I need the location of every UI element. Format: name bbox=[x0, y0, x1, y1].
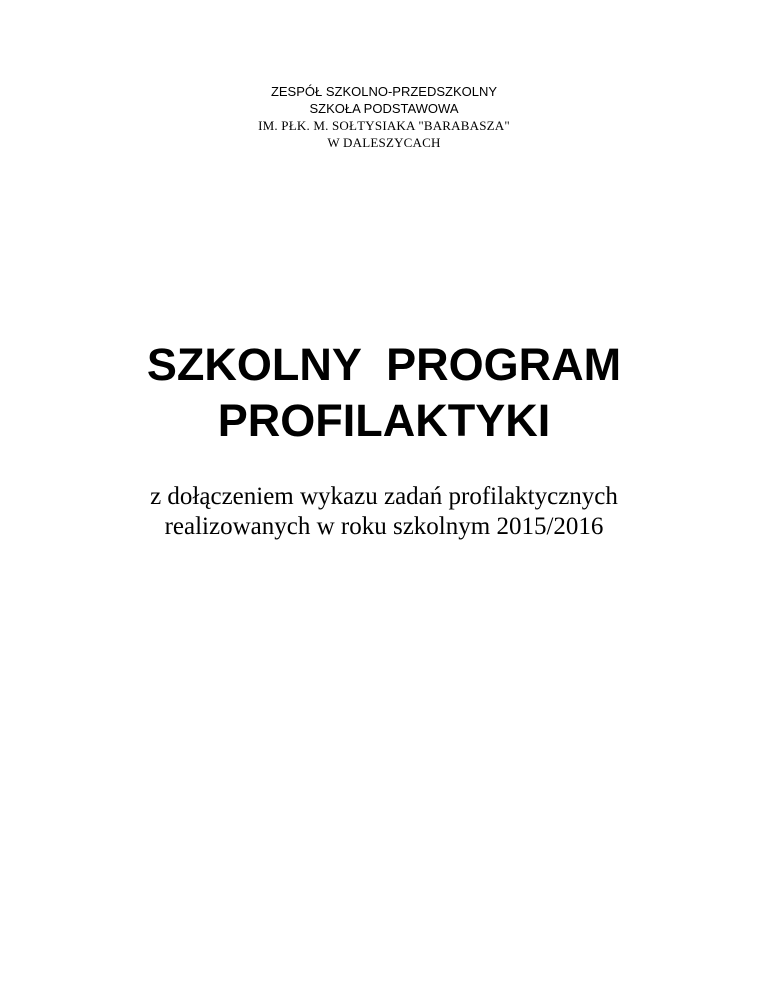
document-title-line-2: PROFILAKTYKI bbox=[217, 395, 551, 446]
document-subtitle bbox=[0, 482, 768, 542]
school-complex-name: ZESPÓŁ SZKOLNO-PRZEDSZKOLNY bbox=[270, 84, 498, 99]
school-patron: IM. PŁK. M. SOŁTYSIAKA "BARABASZA" bbox=[258, 118, 510, 133]
document-title-line-1: SZKOLNY PROGRAM bbox=[146, 339, 622, 390]
document-subtitle-line-2: realizowanych w roku szkolnym 2015/2016 bbox=[164, 513, 604, 540]
school-header bbox=[0, 83, 768, 151]
school-location: W DALESZYCACH bbox=[327, 135, 441, 150]
document-title bbox=[0, 337, 768, 449]
school-name: SZKOŁA PODSTAWOWA bbox=[309, 101, 459, 116]
document-subtitle-line-1: z dołączeniem wykazu zadań profilaktycznych bbox=[150, 483, 618, 510]
